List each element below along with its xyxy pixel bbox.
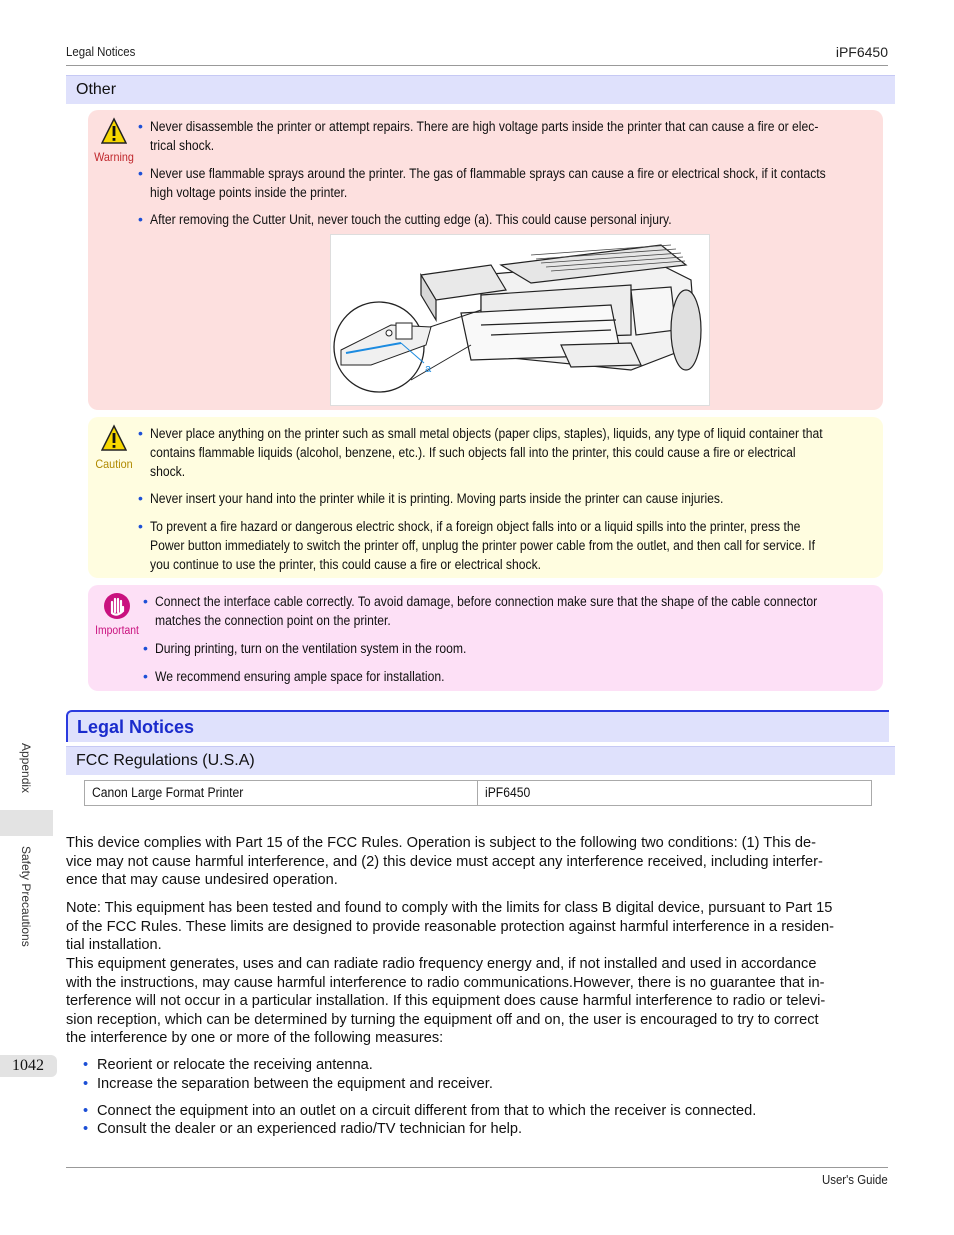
fcc-paragraph-2: Note: This equipment has been tested and found to comply with the limits for class B digital device, pursuant to Part 15 of the FCC Rules. These limits are designed to provide reasonable protection against harmful interference in a residen- tial installation. [66, 900, 834, 953]
hand-stop-icon [103, 592, 131, 620]
warning-callout-icon [89, 117, 139, 164]
other-title: Other [76, 81, 117, 98]
fcc-section-heading [66, 746, 895, 775]
page-number-tab [0, 1055, 57, 1077]
running-header-section: Legal Notices [66, 44, 136, 59]
running-header-model: iPF6450 [835, 44, 888, 60]
side-tab-safety-precautions[interactable]: Safety Precautions [19, 846, 33, 947]
legal-notices-heading [66, 710, 889, 742]
side-tab-highlight [0, 810, 53, 836]
table-cell-model: iPF6450 [485, 785, 531, 800]
fcc-paragraph-1: This device complies with Part 15 of the FCC Rules. Operation is subject to the following two conditions: (1) This de- vice may not cause harmful interference, and (2) this device must accept any interference received, including interfer- ence that may cause undesired operation. [66, 835, 823, 888]
model-table [84, 780, 872, 806]
important-callout-icon [92, 592, 142, 637]
side-tab-appendix[interactable]: Appendix [19, 743, 33, 794]
table-cell-product: Canon Large Format Printer [85, 781, 478, 805]
page-number: 1042 [12, 1057, 44, 1074]
printer-illustration [331, 235, 709, 405]
footer-guide-title: User's Guide [822, 1172, 888, 1187]
important-label: Important [95, 625, 139, 637]
fcc-paragraph-3: This equipment generates, uses and can radiate radio frequency energy and, if not installed and used in accordance with the instructions, may cause harmful interference to radio communications.However, there is no guarantee that in- terference will not occur in a particular installation. If this equipment does cause harmful interference to radio or televi- sion reception, which can be determined by turning the equipment off and on, the user is encouraged to try to correct the interference by one or more of the following measures: [66, 956, 826, 1046]
footer-divider [66, 1167, 888, 1168]
caution-icon [101, 424, 127, 452]
warning-label: Warning [94, 150, 134, 164]
cutter-unit-illustration [330, 234, 710, 406]
warning-icon [101, 117, 127, 145]
header-divider [66, 65, 888, 66]
figure-callout-a: a [425, 363, 432, 375]
caution-label: Caution [95, 457, 133, 471]
caution-callout-icon [89, 424, 139, 471]
fcc-title: FCC Regulations (U.S.A) [76, 752, 255, 769]
other-section-heading [66, 75, 895, 104]
legal-notices-title: Legal Notices [77, 717, 195, 737]
